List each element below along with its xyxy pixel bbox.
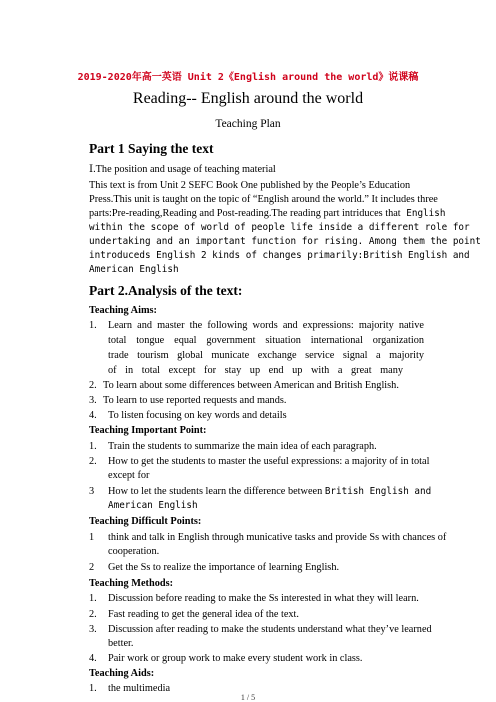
teaching-methods-label: Teaching Methods: bbox=[89, 578, 174, 589]
aim-1-line-2: total tongue equal government situation international organization bbox=[108, 335, 424, 346]
aim-1-line-1: Learn and master the following words and expressions: majority native bbox=[108, 320, 424, 331]
important-2-cont: except for bbox=[108, 470, 150, 481]
part1-line-1: This text is from Unit 2 SEFC Book One published by the People’s Education bbox=[89, 180, 411, 191]
main-title: Reading-- English around the world bbox=[132, 90, 364, 107]
document-header-title: 2019-2020年高一英语 Unit 2《English around the world》说课稿 bbox=[77, 72, 419, 83]
method-number-2: 2. bbox=[89, 609, 97, 620]
method-1-text: Discussion before reading to make the Ss interested in what they will learn. bbox=[108, 593, 419, 604]
part2-heading: Part 2.Analysis of the text: bbox=[89, 283, 243, 298]
aim-number-4: 4. bbox=[89, 410, 97, 421]
method-2-text: Fast reading to get the general idea of the text. bbox=[108, 609, 299, 620]
important-3-text-main: How to let the students learn the difference between bbox=[108, 486, 323, 497]
difficult-points-label: Teaching Difficult Points: bbox=[89, 516, 202, 527]
aid-1-text: the multimedia bbox=[108, 683, 171, 694]
difficult-2-text: Get the Ss to realize the importance of learning English. bbox=[108, 562, 340, 573]
method-number-4: 4. bbox=[89, 653, 97, 664]
aim-3-text: To learn to use reported requests and mands. bbox=[103, 395, 287, 406]
part1-subheading: Ⅰ.The position and usage of teaching material bbox=[89, 164, 276, 175]
part1-heading: Part 1 Saying the text bbox=[89, 141, 214, 156]
part1-line-3-text: parts:Pre-reading,Reading and Post-reading.The reading part intriduces that bbox=[89, 208, 401, 219]
method-number-1: 1. bbox=[89, 593, 97, 604]
important-3-text-tail: British English and bbox=[324, 486, 432, 497]
important-number-3: 3 bbox=[89, 486, 95, 497]
method-number-3: 3. bbox=[89, 624, 97, 635]
teaching-aids-label: Teaching Aids: bbox=[89, 668, 155, 679]
important-2-text: How to get the students to master the useful expressions: a majority of in total bbox=[108, 456, 430, 467]
important-number-2: 2. bbox=[89, 456, 97, 467]
aim-2-text: To learn about some differences between American and British English. bbox=[103, 380, 399, 391]
difficult-1-text: think and talk in English through municative tasks and provide Ss with chances of bbox=[108, 532, 447, 543]
plan-title: Teaching Plan bbox=[215, 118, 281, 130]
important-3-cont: American English bbox=[108, 500, 198, 511]
method-4-text: Pair work or group work to make every student work in class. bbox=[108, 653, 363, 664]
aid-number-1: 1. bbox=[89, 683, 97, 694]
method-3-cont: better. bbox=[108, 638, 134, 649]
difficult-number-1: 1 bbox=[89, 532, 95, 543]
teaching-aims-label: Teaching Aims: bbox=[89, 305, 157, 316]
part1-line-2: Press.This unit is taught on the topic of “English around the world.” It includes three bbox=[89, 194, 438, 205]
part1-line-7: American English bbox=[89, 264, 179, 275]
important-number-1: 1. bbox=[89, 441, 97, 452]
important-3-text bbox=[108, 486, 431, 497]
page-number: 1 / 5 bbox=[240, 693, 256, 702]
difficult-1-cont: cooperation. bbox=[108, 546, 160, 557]
aim-1-line-3: trade tourism global municate exchange service signal a majority bbox=[108, 350, 424, 361]
part1-line-3-tail: English bbox=[400, 208, 446, 219]
important-1-text: Train the students to summarize the main idea of each paragraph. bbox=[108, 441, 377, 452]
part1-line-4: within the scope of world of people life inside a different role for bbox=[89, 222, 470, 233]
part1-line-5: undertaking and an important function for rising. Among them the point bbox=[89, 236, 481, 247]
aim-number-2: 2. bbox=[89, 380, 97, 391]
method-3-text: Discussion after reading to make the students understand what they’ve learned bbox=[108, 624, 432, 635]
important-point-label: Teaching Important Point: bbox=[89, 425, 207, 436]
part1-line-6: introduceds English 2 kinds of changes primarily:British English and bbox=[89, 250, 470, 261]
aim-number-3: 3. bbox=[89, 395, 97, 406]
aim-number-1: 1. bbox=[89, 320, 97, 331]
aim-4-text: To listen focusing on key words and details bbox=[108, 410, 287, 421]
difficult-number-2: 2 bbox=[89, 562, 95, 573]
aim-1-line-4: of in total except for stay up end up with a great many bbox=[108, 365, 404, 376]
part1-line-3 bbox=[89, 208, 445, 219]
